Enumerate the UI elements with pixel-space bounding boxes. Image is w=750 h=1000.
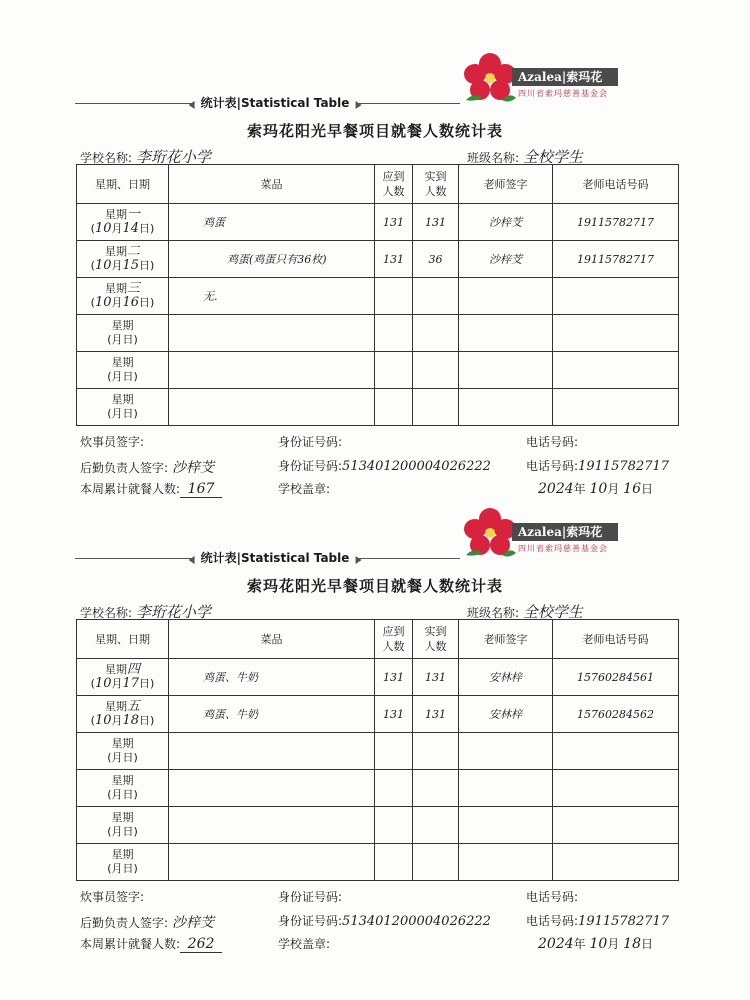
- stat-label: 统计表|Statistical Table: [195, 95, 356, 111]
- due-cell: [375, 352, 413, 389]
- date-line: [77, 222, 168, 236]
- due-cell: 131: [375, 696, 413, 733]
- phone-cell: [553, 844, 679, 881]
- month-label: 月: [111, 788, 123, 801]
- table-body: [77, 204, 679, 426]
- phone-cell: [553, 389, 679, 426]
- paren-open: (: [107, 825, 112, 838]
- col-due-header: [375, 620, 413, 659]
- real-cell: [413, 770, 459, 807]
- phone-cell: [553, 278, 679, 315]
- stat-label: 统计表|Statistical Table: [195, 550, 356, 566]
- id-label-1: 身份证号码:: [278, 890, 343, 904]
- paren-open: (: [90, 222, 95, 235]
- due-cell: [375, 844, 413, 881]
- paren-open: (: [90, 296, 95, 309]
- col-due-line1: 应到: [382, 625, 405, 638]
- doc-title: 索玛花阳光早餐项目就餐人数统计表: [246, 577, 503, 595]
- weekly-total-field: [80, 935, 222, 953]
- month-label: 月: [111, 296, 123, 309]
- meal-cell: [169, 315, 375, 352]
- col-real-header: [413, 620, 459, 659]
- day-value: 14: [122, 221, 140, 236]
- day-value: 18: [122, 713, 140, 728]
- col-real-line2: 人数: [424, 185, 447, 198]
- date-day-suffix: 日: [640, 482, 653, 496]
- date-day: 18: [623, 936, 641, 952]
- real-cell: 131: [413, 204, 459, 241]
- class-label: 班级名称:: [467, 606, 520, 620]
- day-value: 16: [122, 295, 140, 310]
- month-value: 10: [94, 713, 112, 728]
- day-cell: [77, 278, 169, 315]
- day-cell: [77, 696, 169, 733]
- school-value: 李珩花小学: [135, 603, 211, 621]
- due-cell: 131: [375, 241, 413, 278]
- meal-cell: [169, 733, 375, 770]
- real-cell: [413, 807, 459, 844]
- real-cell: [413, 315, 459, 352]
- day-label: 日): [139, 714, 155, 727]
- real-cell: [413, 733, 459, 770]
- month-label: 月: [111, 333, 123, 346]
- month-label: 月: [111, 714, 123, 727]
- weekday-label: 星期: [111, 848, 134, 861]
- brand-name-en: Azalea: [518, 70, 562, 84]
- weekly-total-label: 本周累计就餐人数:: [80, 937, 181, 951]
- manager-sign-label: 后勤负责人签字:: [80, 461, 169, 475]
- col-due-line2: 人数: [382, 640, 405, 653]
- day-cell: [77, 315, 169, 352]
- azalea-flower-icon: [462, 52, 518, 104]
- table-row: [77, 204, 679, 241]
- stat-label-bar: [75, 550, 460, 566]
- sign-cell: 安林梓: [459, 696, 553, 733]
- col-real-line2: 人数: [424, 640, 447, 653]
- real-cell: 131: [413, 696, 459, 733]
- report-date: [538, 935, 653, 952]
- real-cell: 36: [413, 241, 459, 278]
- phone-cell: [553, 807, 679, 844]
- sign-cell: [459, 352, 553, 389]
- weekday-line: [77, 356, 168, 370]
- col-real-line1: 实到: [424, 170, 447, 183]
- weekday-label: 星期: [111, 356, 134, 369]
- school-label: 学校名称:: [80, 606, 133, 620]
- day-cell: [77, 352, 169, 389]
- month-label: 月: [111, 259, 123, 272]
- due-cell: [375, 733, 413, 770]
- month-label: 月: [111, 677, 123, 690]
- phone-cell: 15760284561: [553, 659, 679, 696]
- cook-sign-label: 炊事员签字:: [80, 890, 145, 904]
- phone-label-2: 电话号码:: [526, 914, 579, 928]
- due-cell: 131: [375, 659, 413, 696]
- date-day-suffix: 日: [640, 937, 653, 951]
- class-label: 班级名称:: [467, 151, 520, 165]
- weekday-value: 四: [126, 662, 140, 677]
- day-label: 日): [122, 825, 138, 838]
- date-line: [77, 296, 168, 310]
- date-line: [77, 333, 168, 347]
- phone-field-1: [526, 888, 578, 905]
- table-row: [77, 696, 679, 733]
- table-header-row: [77, 165, 679, 204]
- cook-sign-field: [80, 888, 144, 905]
- date-line: [77, 714, 168, 728]
- month-label: 月: [111, 370, 123, 383]
- phone-cell: [553, 352, 679, 389]
- month-value: 10: [94, 676, 112, 691]
- day-value: 17: [122, 676, 140, 691]
- manager-id-value: 513401200004026222: [342, 914, 491, 929]
- cook-sign-field: [80, 433, 144, 450]
- phone-cell: [553, 733, 679, 770]
- sign-cell: 沙梓芠: [459, 204, 553, 241]
- day-cell: [77, 844, 169, 881]
- weekday-line: [77, 319, 168, 333]
- id-label-2: 身份证号码:: [278, 459, 343, 473]
- col-day-header: 星期、日期: [77, 165, 169, 204]
- day-label: 日): [122, 862, 138, 875]
- sign-cell: 沙梓芠: [459, 241, 553, 278]
- col-sign-header: 老师签字: [459, 165, 553, 204]
- brand-divider: |: [561, 70, 567, 84]
- cook-sign-label: 炊事员签字:: [80, 435, 145, 449]
- paren-open: (: [90, 714, 95, 727]
- brand-name-cn: 索玛花: [566, 70, 603, 84]
- meal-cell: [169, 770, 375, 807]
- date-month: 10: [589, 481, 608, 497]
- due-cell: [375, 389, 413, 426]
- table-row: [77, 844, 679, 881]
- manager-phone-value: 19115782717: [578, 914, 670, 929]
- month-label: 月: [111, 825, 123, 838]
- meal-table: [76, 164, 679, 426]
- paren-open: (: [107, 333, 112, 346]
- due-cell: [375, 770, 413, 807]
- manager-sign-value: 沙梓芠: [171, 460, 214, 476]
- brand-org: 四川省索玛慈善基金会: [518, 89, 608, 98]
- table-row: [77, 315, 679, 352]
- manager-sign-field: [80, 912, 214, 932]
- manager-id-value: 513401200004026222: [342, 459, 491, 474]
- weekly-total-value: 167: [180, 481, 222, 498]
- meal-cell: 无.: [169, 278, 375, 315]
- weekday-value: 二: [126, 244, 140, 259]
- phone-label-1: 电话号码:: [526, 890, 579, 904]
- month-value: 10: [94, 258, 112, 273]
- paren-open: (: [107, 862, 112, 875]
- sign-cell: [459, 315, 553, 352]
- due-cell: 131: [375, 204, 413, 241]
- weekday-label: 星期: [111, 774, 134, 787]
- weekday-label: 星期: [104, 700, 127, 713]
- real-cell: 131: [413, 659, 459, 696]
- col-due-line2: 人数: [382, 185, 405, 198]
- meal-cell: 鸡蛋: [169, 204, 375, 241]
- weekday-line: [77, 208, 168, 222]
- col-meal-header: 菜品: [169, 165, 375, 204]
- due-cell: [375, 807, 413, 844]
- col-real-line1: 实到: [424, 625, 447, 638]
- foundation-logo: [462, 52, 622, 104]
- table-row: [77, 770, 679, 807]
- doc-title: 索玛花阳光早餐项目就餐人数统计表: [246, 122, 503, 140]
- sign-cell: [459, 807, 553, 844]
- day-value: 15: [122, 258, 140, 273]
- class-value: 全校学生: [522, 148, 583, 166]
- paren-open: (: [90, 677, 95, 690]
- weekday-label: 星期: [111, 393, 134, 406]
- weekday-label: 星期: [104, 245, 127, 258]
- day-label: 日): [122, 407, 138, 420]
- meal-cell: [169, 352, 375, 389]
- real-cell: [413, 278, 459, 315]
- date-line: [77, 407, 168, 421]
- weekly-total-value: 262: [180, 936, 222, 953]
- manager-sign-label: 后勤负责人签字:: [80, 916, 169, 930]
- id-field-1: [278, 888, 342, 905]
- date-line: [77, 862, 168, 876]
- sign-cell: [459, 278, 553, 315]
- weekday-line: [77, 737, 168, 751]
- table-row: [77, 352, 679, 389]
- paren-open: (: [107, 788, 112, 801]
- weekday-label: 星期: [111, 811, 134, 824]
- col-real-header: [413, 165, 459, 204]
- meal-cell: [169, 389, 375, 426]
- id-label-1: 身份证号码:: [278, 435, 343, 449]
- real-cell: [413, 389, 459, 426]
- real-cell: [413, 352, 459, 389]
- brand-name-cn: 索玛花: [566, 525, 603, 539]
- date-line: [77, 259, 168, 273]
- weekly-total-label: 本周累计就餐人数:: [80, 482, 181, 496]
- day-cell: [77, 733, 169, 770]
- col-meal-header: 菜品: [169, 620, 375, 659]
- meal-cell: 鸡蛋(鸡蛋只有36枚): [169, 241, 375, 278]
- phone-field-1: [526, 433, 578, 450]
- seal-field: [278, 935, 330, 952]
- school-value: 李珩花小学: [135, 148, 211, 166]
- day-cell: [77, 807, 169, 844]
- table-body: [77, 659, 679, 881]
- phone-cell: [553, 770, 679, 807]
- due-cell: [375, 278, 413, 315]
- date-year: 2024: [538, 936, 574, 952]
- weekday-label: 星期: [104, 208, 127, 221]
- brand-name: [512, 523, 618, 541]
- table-row: [77, 278, 679, 315]
- manager-sign-value: 沙梓芠: [171, 915, 214, 931]
- date-month-suffix: 月: [607, 482, 620, 496]
- day-label: 日): [122, 788, 138, 801]
- weekday-value: 五: [126, 699, 140, 714]
- brand-org: 四川省索玛慈善基金会: [518, 544, 608, 553]
- meal-cell: 鸡蛋、牛奶: [169, 696, 375, 733]
- azalea-flower-icon: [462, 507, 518, 559]
- table-row: [77, 733, 679, 770]
- weekday-line: [77, 700, 168, 714]
- day-cell: [77, 770, 169, 807]
- paren-open: (: [107, 370, 112, 383]
- day-label: 日): [139, 677, 155, 690]
- weekday-label: 星期: [111, 319, 134, 332]
- paren-open: (: [107, 751, 112, 764]
- foundation-logo: [462, 507, 622, 559]
- id-label-2: 身份证号码:: [278, 914, 343, 928]
- real-cell: [413, 844, 459, 881]
- day-cell: [77, 204, 169, 241]
- phone-cell: 19115782717: [553, 241, 679, 278]
- sign-cell: [459, 389, 553, 426]
- day-label: 日): [139, 296, 155, 309]
- date-year-suffix: 年: [573, 937, 586, 951]
- col-phone-header: 老师电话号码: [553, 165, 679, 204]
- sign-cell: [459, 770, 553, 807]
- weekday-line: [77, 245, 168, 259]
- brand-divider: |: [561, 525, 567, 539]
- date-line: [77, 370, 168, 384]
- phone-field-2: [526, 912, 669, 929]
- phone-cell: 15760284562: [553, 696, 679, 733]
- col-due-line1: 应到: [382, 170, 405, 183]
- month-value: 10: [94, 295, 112, 310]
- col-day-header: 星期、日期: [77, 620, 169, 659]
- phone-cell: [553, 315, 679, 352]
- sign-cell: [459, 733, 553, 770]
- day-label: 日): [139, 222, 155, 235]
- weekday-line: [77, 774, 168, 788]
- month-label: 月: [111, 751, 123, 764]
- weekday-label: 星期: [104, 663, 127, 676]
- weekday-value: 一: [126, 207, 140, 222]
- weekday-line: [77, 848, 168, 862]
- seal-label: 学校盖章:: [278, 482, 331, 496]
- school-label: 学校名称:: [80, 151, 133, 165]
- id-field-2: [278, 912, 491, 929]
- month-label: 月: [111, 407, 123, 420]
- date-line: [77, 677, 168, 691]
- sign-cell: 安林梓: [459, 659, 553, 696]
- day-label: 日): [139, 259, 155, 272]
- manager-phone-value: 19115782717: [578, 459, 670, 474]
- col-due-header: [375, 165, 413, 204]
- id-field-1: [278, 433, 342, 450]
- date-year-suffix: 年: [573, 482, 586, 496]
- weekday-label: 星期: [111, 737, 134, 750]
- meal-cell: [169, 844, 375, 881]
- day-label: 日): [122, 333, 138, 346]
- meal-cell: 鸡蛋、牛奶: [169, 659, 375, 696]
- day-cell: [77, 241, 169, 278]
- month-label: 月: [111, 862, 123, 875]
- stat-label-bar: [75, 95, 460, 111]
- weekday-line: [77, 282, 168, 296]
- day-cell: [77, 659, 169, 696]
- meal-cell: [169, 807, 375, 844]
- day-label: 日): [122, 751, 138, 764]
- date-month: 10: [589, 936, 608, 952]
- weekday-value: 三: [126, 281, 140, 296]
- table-row: [77, 389, 679, 426]
- stat-form: [0, 455, 750, 955]
- date-line: [77, 825, 168, 839]
- phone-label-2: 电话号码:: [526, 459, 579, 473]
- weekday-line: [77, 811, 168, 825]
- sign-cell: [459, 844, 553, 881]
- day-label: 日): [122, 370, 138, 383]
- weekday-line: [77, 663, 168, 677]
- month-value: 10: [94, 221, 112, 236]
- month-label: 月: [111, 222, 123, 235]
- brand-name: [512, 68, 618, 86]
- table-header-row: [77, 620, 679, 659]
- date-line: [77, 788, 168, 802]
- date-day: 16: [623, 481, 641, 497]
- weekday-label: 星期: [104, 282, 127, 295]
- table-row: [77, 807, 679, 844]
- date-year: 2024: [538, 481, 574, 497]
- col-sign-header: 老师签字: [459, 620, 553, 659]
- table-row: [77, 241, 679, 278]
- meal-table: [76, 619, 679, 881]
- date-line: [77, 751, 168, 765]
- weekday-line: [77, 393, 168, 407]
- seal-label: 学校盖章:: [278, 937, 331, 951]
- date-month-suffix: 月: [607, 937, 620, 951]
- phone-label-1: 电话号码:: [526, 435, 579, 449]
- brand-name-en: Azalea: [518, 525, 562, 539]
- phone-cell: 19115782717: [553, 204, 679, 241]
- col-phone-header: 老师电话号码: [553, 620, 679, 659]
- due-cell: [375, 315, 413, 352]
- paren-open: (: [107, 407, 112, 420]
- paren-open: (: [90, 259, 95, 272]
- day-cell: [77, 389, 169, 426]
- class-value: 全校学生: [522, 603, 583, 621]
- table-row: [77, 659, 679, 696]
